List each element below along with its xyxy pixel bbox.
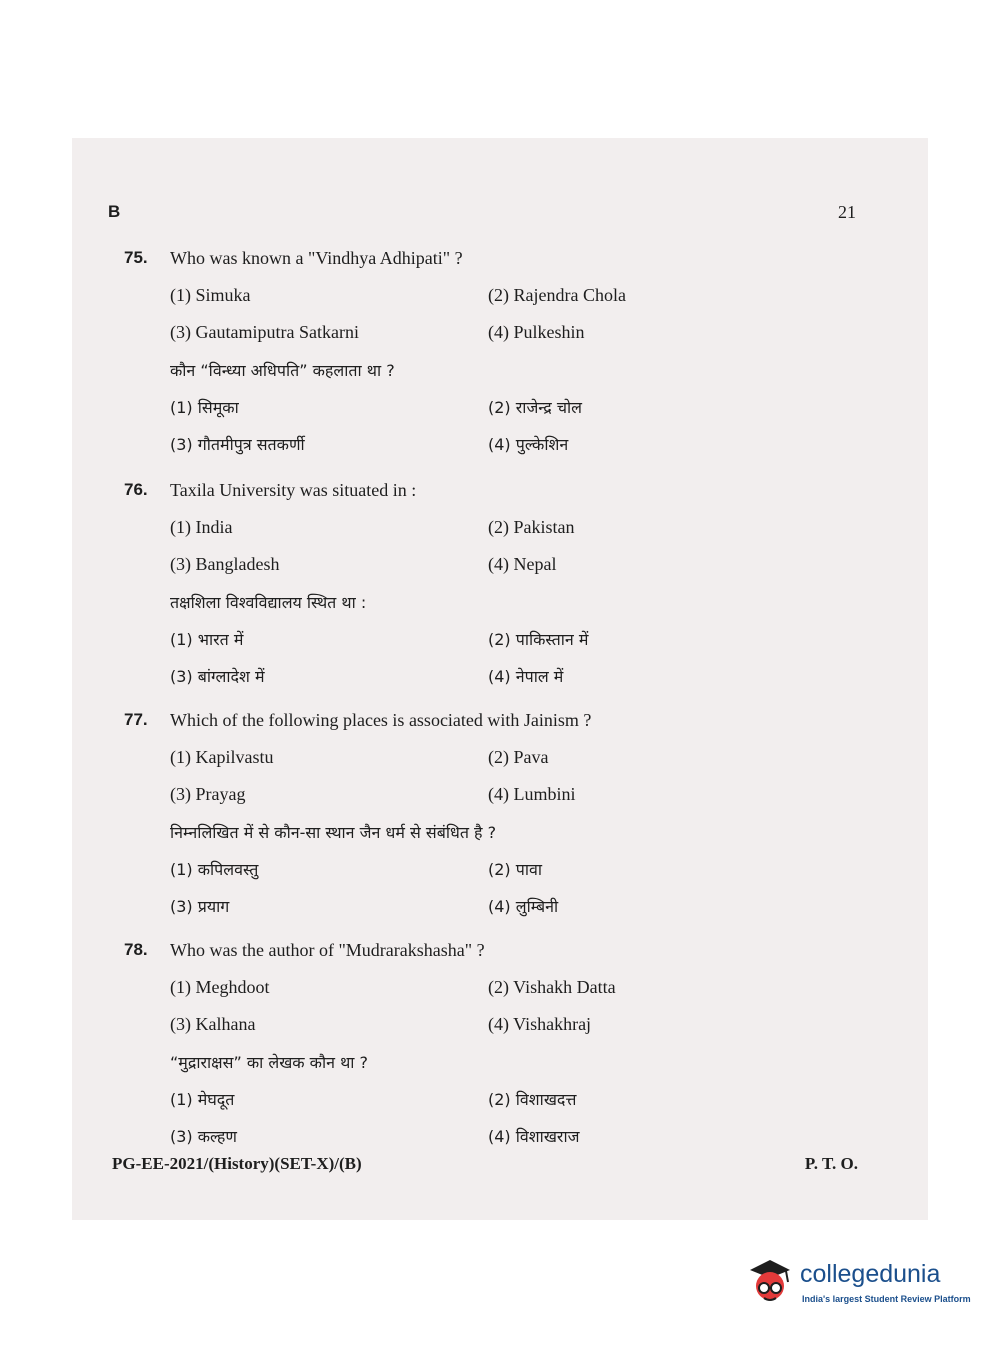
question-number: 75. — [124, 248, 148, 267]
option-hi-4: (4) विशाखराज — [488, 1127, 580, 1146]
question-number: 78. — [124, 940, 148, 959]
question-text-hi: कौन “विन्ध्या अधिपति” कहलाता था ? — [170, 361, 395, 380]
option-hi-1: (1) सिमूका — [170, 398, 239, 417]
option-hi-1: (1) मेघदूत — [170, 1090, 235, 1109]
option-en-2: (2) Vishakh Datta — [488, 977, 616, 997]
option-hi-1: (1) भारत में — [170, 630, 244, 649]
option-hi-4: (4) लुम्बिनी — [488, 897, 559, 916]
option-en-3: (3) Bangladesh — [170, 554, 280, 574]
option-en-4: (4) Vishakhraj — [488, 1014, 592, 1034]
option-en-1: (1) India — [170, 517, 233, 537]
option-hi-3: (3) कल्हण — [170, 1127, 237, 1146]
option-hi-2: (2) पावा — [488, 860, 543, 879]
paper-code: PG-EE-2021/(History)(SET-X)/(B) — [112, 1154, 362, 1173]
option-en-1: (1) Kapilvastu — [170, 747, 274, 767]
option-hi-1: (1) कपिलवस्तु — [170, 860, 259, 879]
option-en-2: (2) Rajendra Chola — [488, 285, 626, 305]
question-text-en: Who was the author of "Mudrarakshasha" ? — [170, 940, 485, 960]
option-hi-3: (3) गौतमीपुत्र सतकर्णी — [170, 435, 305, 454]
option-en-1: (1) Simuka — [170, 285, 251, 305]
option-hi-2: (2) राजेन्द्र चोल — [488, 398, 582, 417]
option-en-3: (3) Kalhana — [170, 1014, 256, 1034]
exam-page — [72, 138, 928, 1220]
pto-label: P. T. O. — [804, 1154, 858, 1173]
question-text-hi: निम्नलिखित में से कौन-सा स्थान जैन धर्म से संबंधित है ? — [170, 823, 497, 842]
option-en-4: (4) Lumbini — [488, 784, 576, 804]
option-en-4: (4) Nepal — [488, 554, 557, 574]
set-letter: B — [108, 202, 121, 221]
page-number: 21 — [838, 202, 856, 222]
mascot-icon — [742, 1256, 798, 1312]
option-en-2: (2) Pakistan — [488, 517, 575, 537]
option-en-2: (2) Pava — [488, 747, 549, 767]
question-text-en: Taxila University was situated in : — [170, 480, 417, 500]
logo-name: collegedunia — [800, 1260, 941, 1288]
option-hi-2: (2) विशाखदत्त — [488, 1090, 577, 1109]
question-number: 76. — [124, 480, 148, 499]
question-text-en: Who was known a "Vindhya Adhipati" ? — [170, 248, 463, 268]
question-text-hi: “मुद्राराक्षस” का लेखक कौन था ? — [170, 1053, 369, 1072]
question-text-hi: तक्षशिला विश्वविद्यालय स्थित था : — [170, 593, 367, 612]
option-en-3: (3) Prayag — [170, 784, 246, 804]
option-en-3: (3) Gautamiputra Satkarni — [170, 322, 359, 342]
option-hi-3: (3) बांग्लादेश में — [170, 667, 265, 686]
option-hi-3: (3) प्रयाग — [170, 897, 230, 916]
question-text-en: Which of the following places is associated with Jainism ? — [170, 710, 592, 730]
option-en-1: (1) Meghdoot — [170, 977, 270, 997]
logo-tagline: India's largest Student Review Platform — [802, 1294, 971, 1304]
option-hi-4: (4) नेपाल में — [488, 667, 564, 686]
question-number: 77. — [124, 710, 148, 729]
collegedunia-logo — [742, 1252, 972, 1314]
option-hi-4: (4) पुल्केशिन — [488, 435, 569, 454]
option-hi-2: (2) पाकिस्तान में — [488, 630, 589, 649]
option-en-4: (4) Pulkeshin — [488, 322, 585, 342]
